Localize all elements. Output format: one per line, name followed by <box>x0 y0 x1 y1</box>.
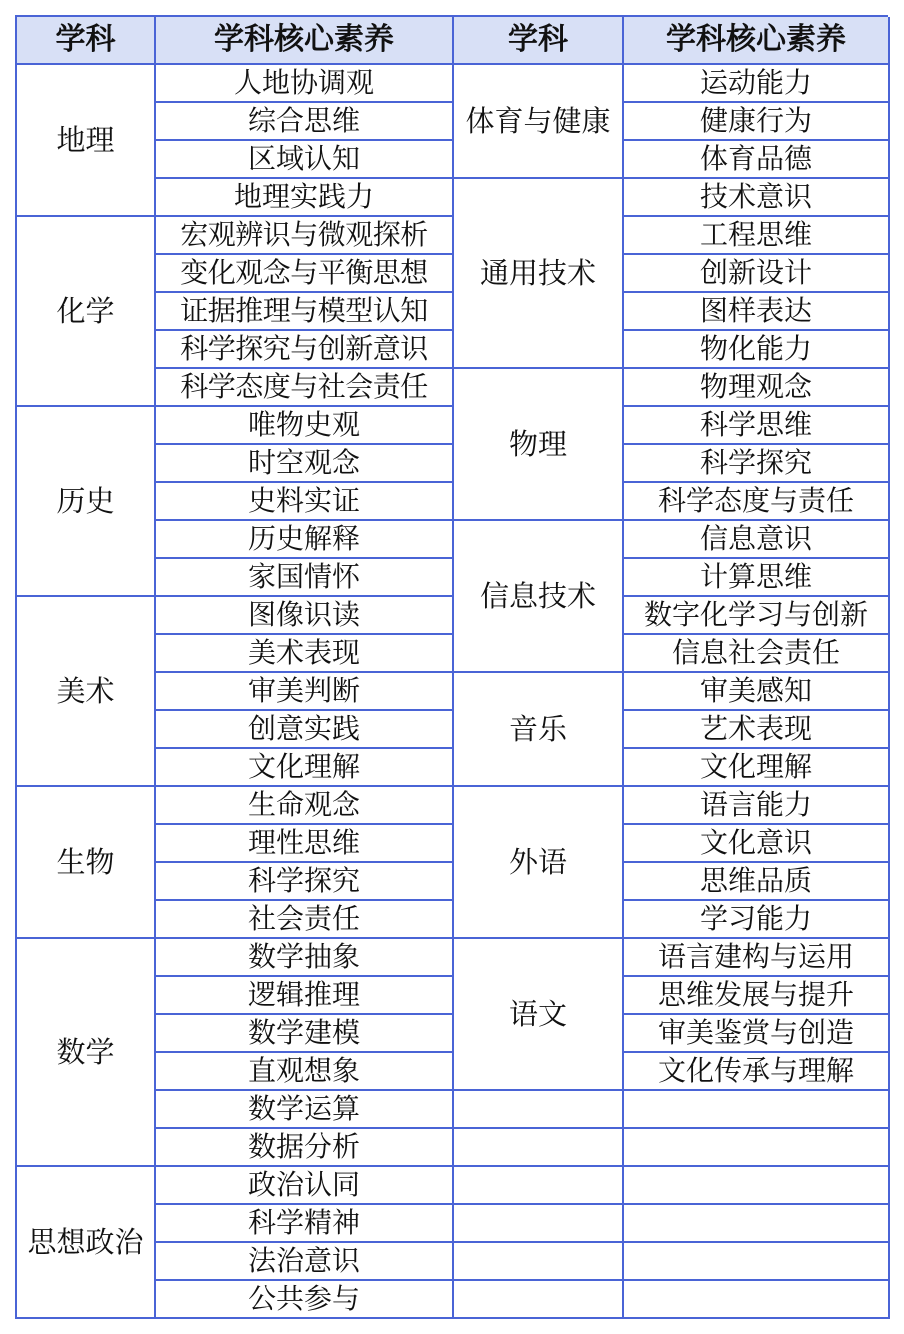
literacy-cell: 图样表达 <box>624 293 890 331</box>
literacy-cell: 逻辑推理 <box>156 977 454 1015</box>
subject-cell: 美术 <box>17 597 156 787</box>
empty-cell <box>454 1091 624 1129</box>
literacy-cell: 生命观念 <box>156 787 454 825</box>
subject-cell: 信息技术 <box>454 521 624 673</box>
literacy-cell: 数据分析 <box>156 1129 454 1167</box>
empty-cell <box>624 1129 890 1167</box>
empty-cell <box>454 1129 624 1167</box>
subject-cell: 生物 <box>17 787 156 939</box>
literacy-cell: 文化意识 <box>624 825 890 863</box>
literacy-cell: 直观想象 <box>156 1053 454 1091</box>
literacy-cell: 区域认知 <box>156 141 454 179</box>
literacy-cell: 图像识读 <box>156 597 454 635</box>
literacy-cell: 美术表现 <box>156 635 454 673</box>
subject-cell: 语文 <box>454 939 624 1091</box>
literacy-cell: 物化能力 <box>624 331 890 369</box>
subject-cell: 历史 <box>17 407 156 597</box>
header-literacy-right: 学科核心素养 <box>624 17 890 65</box>
empty-cell <box>454 1205 624 1243</box>
empty-cell <box>454 1281 624 1319</box>
literacy-cell: 科学精神 <box>156 1205 454 1243</box>
literacy-cell: 科学探究 <box>156 863 454 901</box>
literacy-cell: 计算思维 <box>624 559 890 597</box>
literacy-cell: 数字化学习与创新 <box>624 597 890 635</box>
literacy-cell: 思维发展与提升 <box>624 977 890 1015</box>
literacy-cell: 审美感知 <box>624 673 890 711</box>
literacy-cell: 变化观念与平衡思想 <box>156 255 454 293</box>
literacy-cell: 创新设计 <box>624 255 890 293</box>
literacy-cell: 科学态度与社会责任 <box>156 369 454 407</box>
literacy-cell: 科学探究与创新意识 <box>156 331 454 369</box>
subject-cell: 物理 <box>454 369 624 521</box>
literacy-cell: 公共参与 <box>156 1281 454 1319</box>
literacy-cell: 家国情怀 <box>156 559 454 597</box>
core-literacy-table <box>15 15 888 1319</box>
literacy-cell: 数学抽象 <box>156 939 454 977</box>
subject-cell: 外语 <box>454 787 624 939</box>
literacy-cell: 证据推理与模型认知 <box>156 293 454 331</box>
literacy-cell: 工程思维 <box>624 217 890 255</box>
literacy-cell: 创意实践 <box>156 711 454 749</box>
literacy-cell: 历史解释 <box>156 521 454 559</box>
literacy-cell: 数学运算 <box>156 1091 454 1129</box>
literacy-cell: 学习能力 <box>624 901 890 939</box>
subject-cell: 数学 <box>17 939 156 1167</box>
literacy-cell: 物理观念 <box>624 369 890 407</box>
literacy-cell: 理性思维 <box>156 825 454 863</box>
literacy-cell: 地理实践力 <box>156 179 454 217</box>
literacy-cell: 科学态度与责任 <box>624 483 890 521</box>
literacy-cell: 健康行为 <box>624 103 890 141</box>
literacy-cell: 科学探究 <box>624 445 890 483</box>
literacy-cell: 人地协调观 <box>156 65 454 103</box>
header-subject-left: 学科 <box>17 17 156 65</box>
literacy-cell: 宏观辨识与微观探析 <box>156 217 454 255</box>
literacy-cell: 语言建构与运用 <box>624 939 890 977</box>
header-literacy-left: 学科核心素养 <box>156 17 454 65</box>
empty-cell <box>454 1243 624 1281</box>
subject-cell: 化学 <box>17 217 156 407</box>
literacy-cell: 审美鉴赏与创造 <box>624 1015 890 1053</box>
literacy-cell: 体育品德 <box>624 141 890 179</box>
literacy-cell: 政治认同 <box>156 1167 454 1205</box>
subject-cell: 地理 <box>17 65 156 217</box>
literacy-cell: 思维品质 <box>624 863 890 901</box>
literacy-cell: 科学思维 <box>624 407 890 445</box>
subject-cell: 思想政治 <box>17 1167 156 1319</box>
literacy-cell: 唯物史观 <box>156 407 454 445</box>
literacy-cell: 信息意识 <box>624 521 890 559</box>
literacy-cell: 时空观念 <box>156 445 454 483</box>
literacy-cell: 史料实证 <box>156 483 454 521</box>
literacy-cell: 文化传承与理解 <box>624 1053 890 1091</box>
literacy-cell: 综合思维 <box>156 103 454 141</box>
empty-cell <box>624 1243 890 1281</box>
literacy-cell: 运动能力 <box>624 65 890 103</box>
subject-cell: 体育与健康 <box>454 65 624 179</box>
empty-cell <box>624 1205 890 1243</box>
subject-cell: 通用技术 <box>454 179 624 369</box>
empty-cell <box>624 1281 890 1319</box>
empty-cell <box>624 1091 890 1129</box>
literacy-cell: 艺术表现 <box>624 711 890 749</box>
subject-cell: 音乐 <box>454 673 624 787</box>
literacy-cell: 文化理解 <box>156 749 454 787</box>
literacy-cell: 法治意识 <box>156 1243 454 1281</box>
literacy-cell: 文化理解 <box>624 749 890 787</box>
literacy-cell: 社会责任 <box>156 901 454 939</box>
literacy-cell: 审美判断 <box>156 673 454 711</box>
literacy-cell: 数学建模 <box>156 1015 454 1053</box>
literacy-cell: 语言能力 <box>624 787 890 825</box>
empty-cell <box>624 1167 890 1205</box>
empty-cell <box>454 1167 624 1205</box>
literacy-cell: 技术意识 <box>624 179 890 217</box>
literacy-cell: 信息社会责任 <box>624 635 890 673</box>
header-subject-right: 学科 <box>454 17 624 65</box>
